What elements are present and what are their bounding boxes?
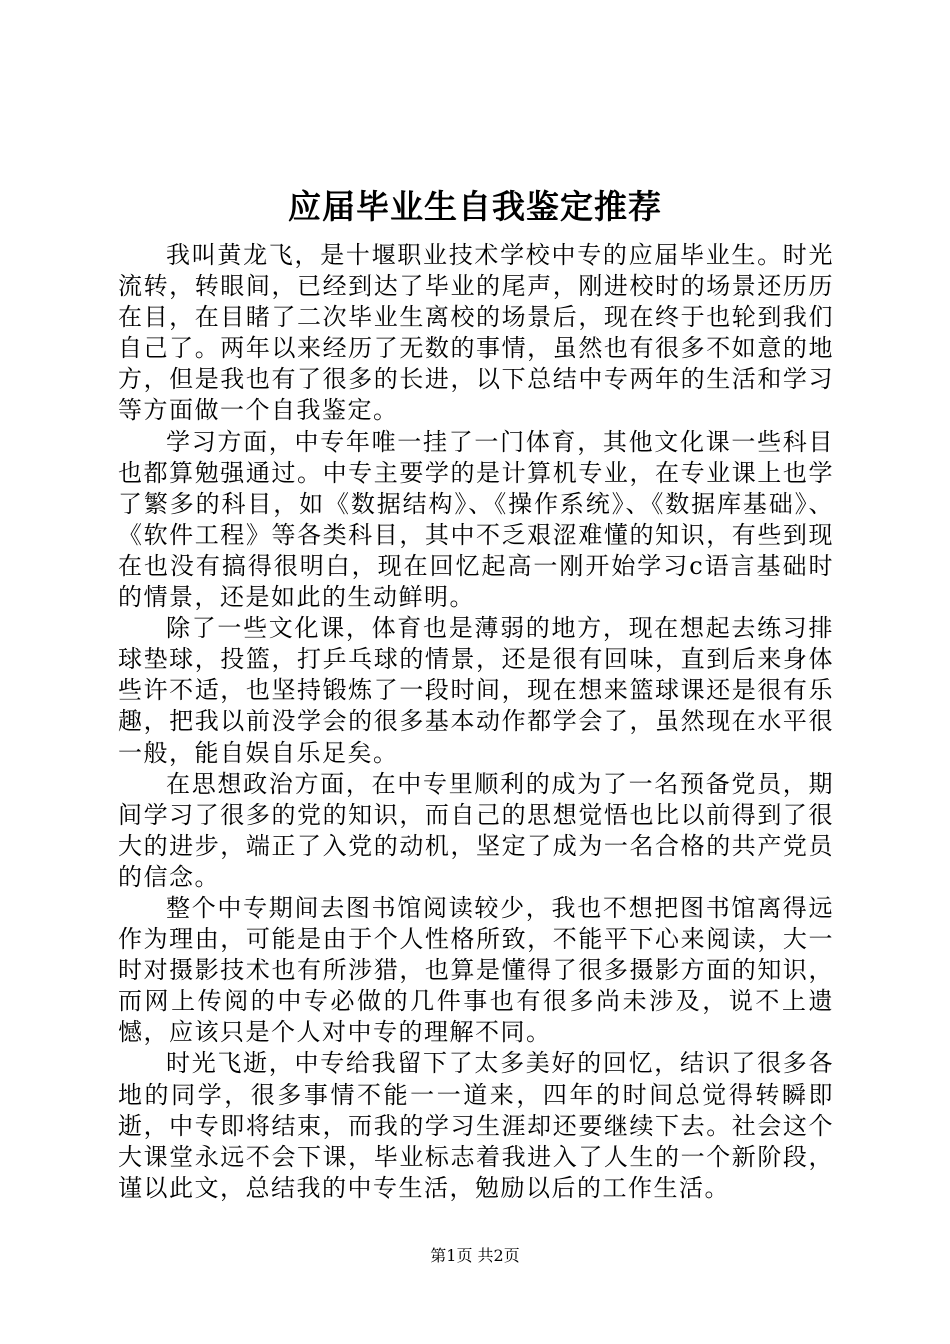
document-body [118, 240, 834, 1204]
paragraph-intro: 我叫黄龙飞，是十堰职业技术学校中专的应届毕业生。时光流转，转眼间，已经到达了毕业的尾声，刚进校时的场景还历历在目，在目睹了二次毕业生离校的场景后，现在终于也轮到我们自己了。两年以来经历了无数的事情，虽然也有很多不如意的地方，但是我也有了很多的长进，以下总结中专两年的生活和学习等方面做一个自我鉴定。 [118, 241, 834, 425]
paragraph-sports: 除了一些文化课，体育也是薄弱的地方，现在想起去练习排球垫球，投篮，打乒乓球的情景，还是很有回味，直到后来身体些许不适，也坚持锻炼了一段时间，现在想来篮球课还是很有乐趣，把我以前没学会的很多基本动作都学会了，虽然现在水平很一般，能自娱自乐足矣。 [118, 614, 834, 767]
page-footer: 第1页 共2页 [430, 1246, 520, 1265]
paragraph-library: 整个中专期间去图书馆阅读较少，我也不想把图书馆离得远作为理由，可能是由于个人性格所致，不能平下心来阅读，大一时对摄影技术也有所涉猎，也算是懂得了很多摄影方面的知识，而网上传阅的中专必做的几件事也有很多尚未涉及，说不上遗憾，应该只是个人对中专的理解不同。 [118, 893, 834, 1047]
paragraph-conclusion: 时光飞逝，中专给我留下了太多美好的回忆，结识了很多各地的同学，很多事情不能一一道来，四年的时间总觉得转瞬即逝，中专即将结束，而我的学习生涯却还要继续下去。社会这个大课堂永远不会下课，毕业标志着我进入了人生的一个新阶段，谨以此文，总结我的中专生活，勉励以后的工作生活。 [118, 1049, 834, 1202]
paragraph-study: 学习方面，中专年唯一挂了一门体育，其他文化课一些科目也都算勉强通过。中专主要学的是计算机专业，在专业课上也学了繁多的科目，如《数据结构》、《操作系统》、《数据库基础》、《软件工程》等各类科目，其中不乏艰涩难懂的知识，有些到现在也没有搞得很明白，现在回忆起高一刚开始学习c语言基础时的情景，还是如此的生动鲜明。 [118, 427, 834, 612]
paragraph-politics: 在思想政治方面，在中专里顺利的成为了一名预备党员，期间学习了很多的党的知识，而自己的思想觉悟也比以前得到了很大的进步，端正了入党的动机，坚定了成为一名合格的共产党员的信念。 [118, 769, 834, 891]
document-title: 应届毕业生自我鉴定推荐 [288, 187, 662, 226]
